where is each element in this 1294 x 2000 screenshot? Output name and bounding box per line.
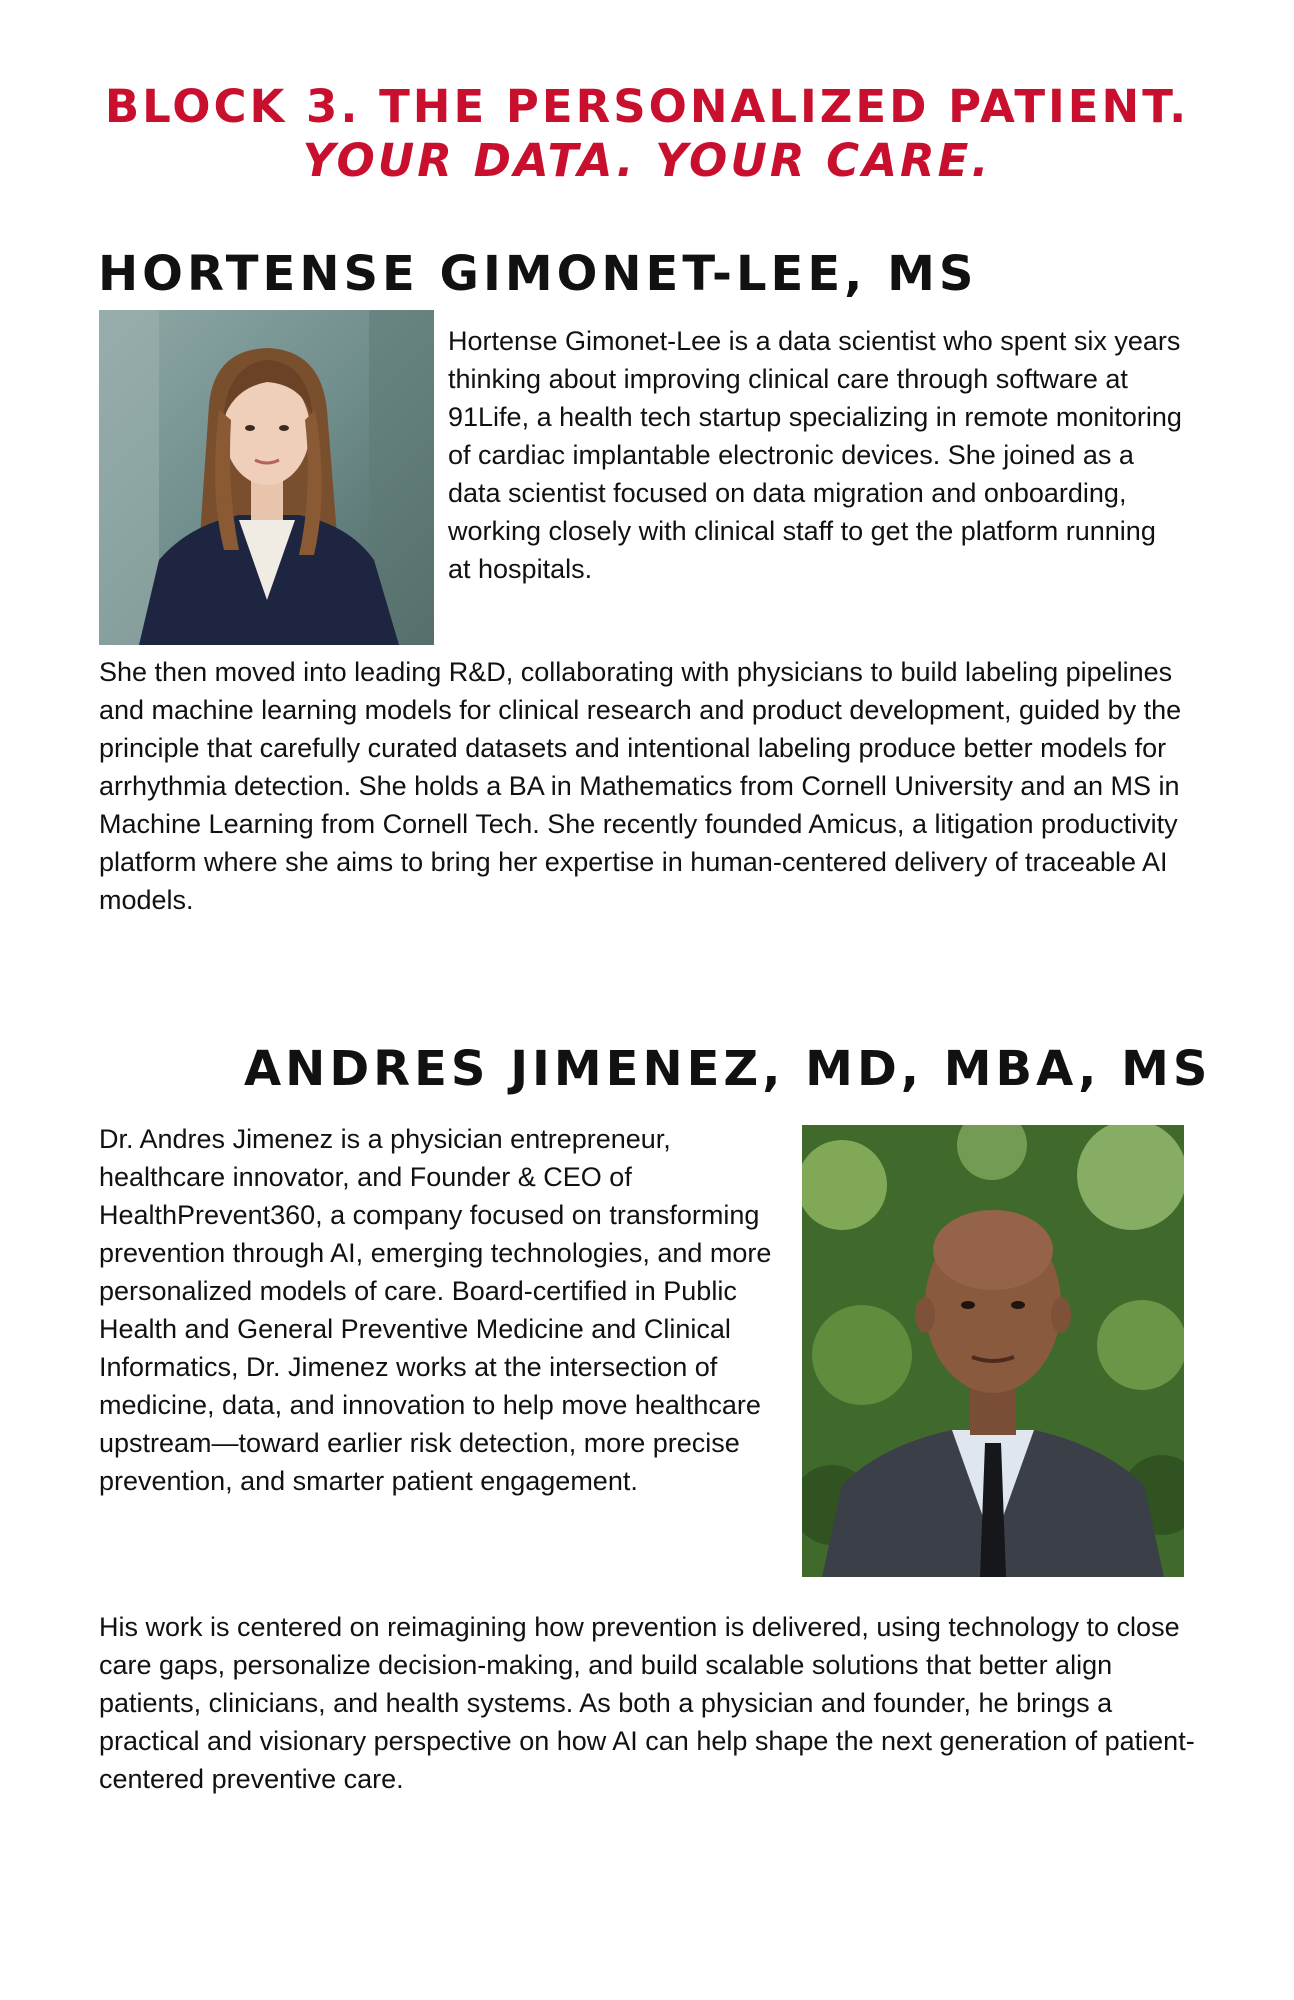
block-title	[0, 80, 1294, 188]
speaker-bio-andres-intro: Dr. Andres Jimenez is a physician entrepreneur, healthcare innovator, and Founder & CEO of HealthPrevent360, a company focused on transforming prevention through AI, emerging technologies, and more personalized models of care. Board-certified in Public Health and General Preventive Medicine and Clinical Informatics, Dr. Jimenez works at the intersection of medicine, data, and innovation to help move healthcare upstream—toward earlier risk detection, more precise prevention, and smarter patient engagement.	[99, 1124, 772, 1496]
speaker-bio-hortense-intro: Hortense Gimonet-Lee is a data scientist who spent six years thinking about improving clinical care through software at 91Life, a health tech startup specializing in remote monitoring of cardiac implantable electronic devices. She joined as a data scientist focused on data migration and onboarding, working closely with clinical staff to get the platform running at hospitals.	[448, 326, 1182, 584]
speaker-bio-hortense-continued: She then moved into leading R&D, collaborating with physicians to build labeling pipelines and machine learning models for clinical research and product development, guided by the principle that carefully curated datasets and intentional labeling produce better models for arrhythmia detection. She holds a BA in Mathematics from Cornell University and an MS in Machine Learning from Cornell Tech. She recently founded Amicus, a litigation productivity platform where she aims to bring her expertise in human-centered delivery of traceable AI models.	[99, 657, 1182, 915]
block-title-line1: BLOCK 3. THE PERSONALIZED PATIENT.	[104, 80, 1190, 133]
speaker-bio-andres-continued: His work is centered on reimagining how prevention is delivered, using technology to close care gaps, personalize decision-making, and build scalable solutions that better align patients, clinicians, and health systems. As both a physician and founder, he brings a practical and visionary perspective on how AI can help shape the next generation of patient-centered preventive care.	[99, 1612, 1195, 1794]
block-title-line2: YOUR DATA. YOUR CARE.	[302, 134, 992, 187]
speaker-name-hortense: HORTENSE GIMONET-LEE, MS	[98, 246, 978, 302]
speaker-name-andres: ANDRES JIMENEZ, MD, MBA, MS	[244, 1041, 1212, 1097]
portrait-woman-icon	[99, 310, 434, 645]
portrait-man-icon	[802, 1125, 1184, 1577]
